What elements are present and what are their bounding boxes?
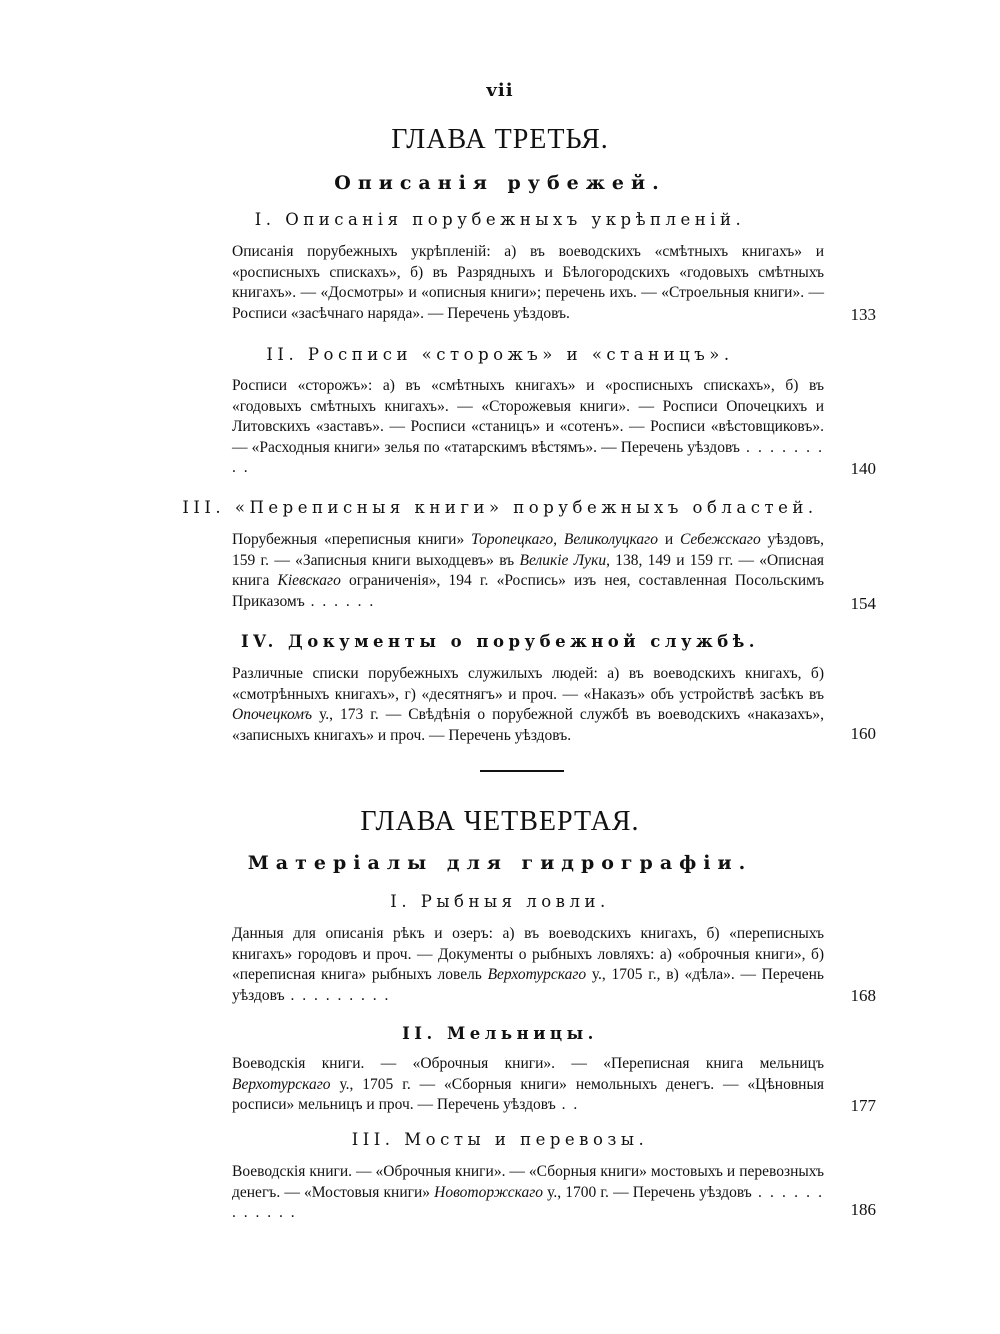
chapter-4-title: ГЛАВА ЧЕТВЕРТАЯ.	[360, 806, 640, 837]
chapter-3-title: ГЛАВА ТРЕТЬЯ.	[391, 124, 609, 155]
section-heading: II. Мельницы.	[402, 1024, 598, 1043]
section-text: Описанія порубежныхъ укрѣпленій: а) въ воеводскихъ «смѣтныхъ книгахъ» и «росписныхъ спискахъ», б) въ Разрядныхъ и Бѣлогородскихъ «годовыхъ смѣтныхъ книгахъ». — «Досмотры» и «описныя книги»; перечень ихъ. — «Строельныя книги». — Росписи «засѣчнаго наряда». — Перечень уѣздовъ.	[232, 243, 824, 322]
section-text: Росписи «сторожъ»: а) въ «смѣтныхъ книгахъ» и «росписныхъ спискахъ», б) въ «годовыхъ смѣтныхъ книгахъ». — «Сторожевыя книги». — Росписи Опочецкихъ и Литовскихъ «заставъ». — Росписи «станицъ» и «сотенъ». — Росписи «вѣстовщиковъ». — «Расходныя книги» зелья по «татарскимъ вѣстямъ». — Перечень уѣздовъ . . . . . . . . .	[232, 377, 825, 476]
section-text: Воеводскія книги. — «Оброчныя книги». — «Сборныя книги» мостовыхъ и перевозныхъ денегъ. — «Мостовыя книги» Новоторжскаго у., 1700 г. — Перечень уѣздовъ . . . . . . . . . . . .	[232, 1163, 824, 1221]
section-text: Порубежныя «переписныя книги» Торопецкаго, Великолуцкаго и Себежскаго уѣздовъ, 159 г. — «Записныя книги выходцевъ» въ Великіе Луки, 138, 149 и 159 гг. — «Описная книга Кіевскаго ограниченія», 194 г. «Роспись» изъ нея, составленная Посольскимъ Приказомъ . . . . . .	[232, 531, 825, 610]
page-reference: 160	[850, 724, 876, 743]
page-reference: 186	[850, 1200, 876, 1219]
chapter-3-subtitle: Описанія рубежей.	[334, 172, 666, 194]
page-reference: 140	[850, 459, 876, 478]
page-number: vii	[486, 80, 514, 101]
section-heading: IV. Документы о порубежной службѣ.	[240, 632, 760, 651]
section-text: Различные списки порубежныхъ служилыхъ людей: а) въ воеводскихъ книгахъ, б) «смотрѣнныхъ книгахъ», г) «десятнягъ» и проч. — «Наказъ» объ устройствѣ засѣкъ въ Опочецкомъ у., 173 г. — Свѣдѣнія о порубежной службѣ въ воеводскихъ «наказахъ», «записныхъ книгахъ» и проч. — Перечень уѣздовъ.	[232, 665, 824, 744]
section-text: Данныя для описанія рѣкъ и озеръ: а) въ воеводскихъ книгахъ, б) «переписныхъ книгахъ» городовъ и проч. — Документы о рыбныхъ ловляхъ: а) «оброчныя книги», б) «переписная книга» рыбныхъ ловель Верхотурскаго у., 1705 г., в) «дѣла». — Перечень уѣздовъ . . . . . . . . .	[232, 925, 824, 1004]
section-heading: III. «Переписныя книги» порубежныхъ областей.	[182, 498, 818, 517]
chapter-4-subtitle: Матеріалы для гидрографіи.	[247, 852, 753, 874]
page-reference: 154	[850, 594, 876, 613]
divider-rule	[480, 770, 564, 772]
page-reference: 168	[850, 986, 876, 1005]
section-heading: I. Описанія порубежныхъ укрѣпленій.	[254, 210, 746, 229]
page-reference: 177	[850, 1096, 876, 1115]
section-heading: I. Рыбныя ловли.	[390, 892, 610, 911]
section-text: Воеводскія книги. — «Оброчныя книги». — «Переписная книга мельницъ Верхотурскаго у., 1705 г. — «Сборныя книги» немольныхъ денегъ. — «Цѣновныя росписи» мельницъ и проч. — Перечень уѣздовъ . .	[232, 1055, 824, 1113]
section-heading: III. Мосты и перевозы.	[351, 1130, 649, 1149]
page-reference: 133	[850, 305, 876, 324]
section-heading: II. Росписи «сторожъ» и «станицъ».	[266, 345, 734, 364]
